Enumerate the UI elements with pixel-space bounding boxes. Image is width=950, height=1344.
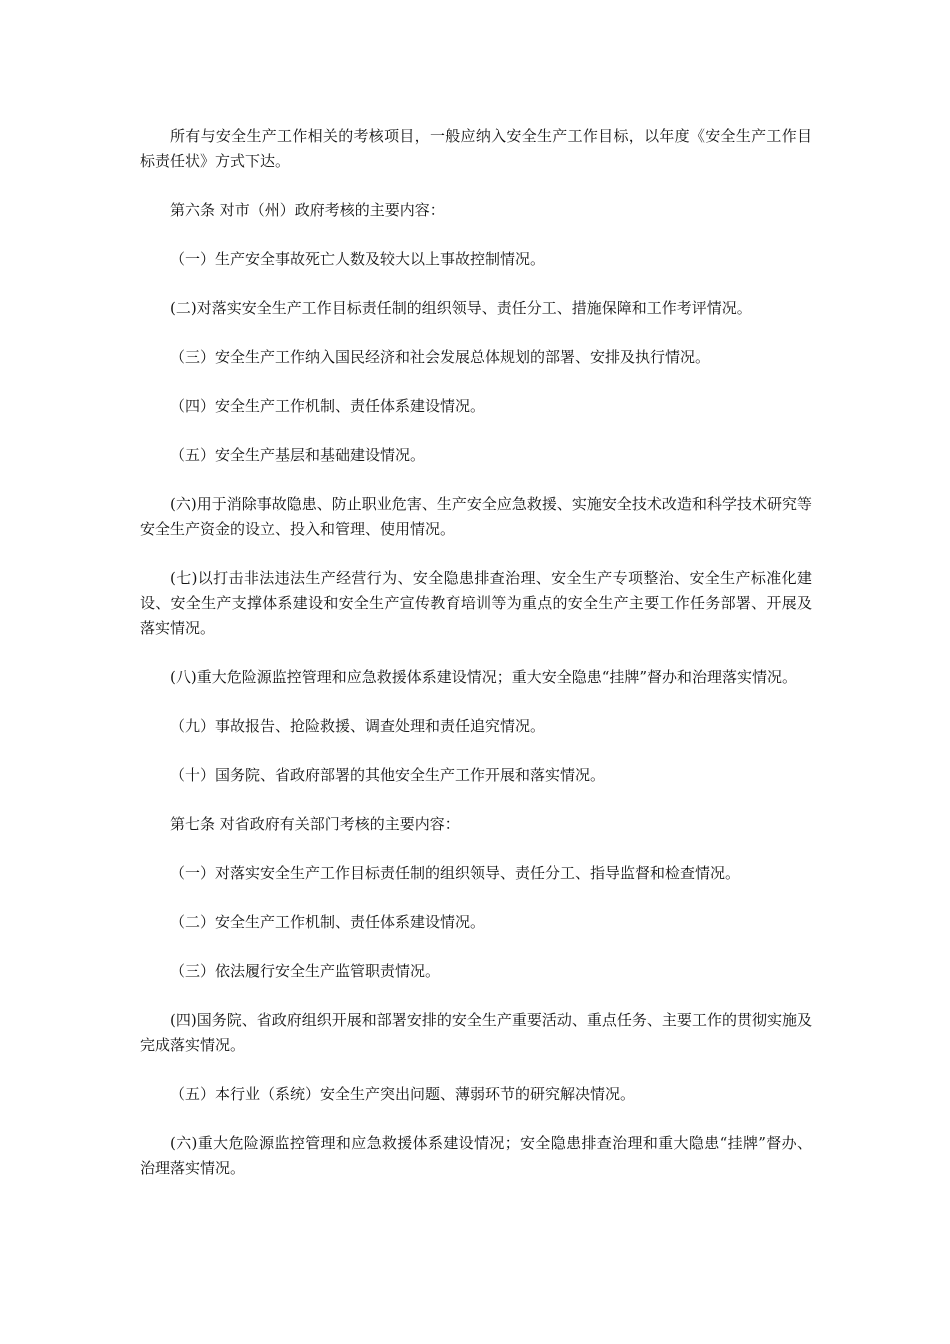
- article-7-item-6: (六)重大危险源监控管理和应急救援体系建设情况；安全隐患排查治理和重大隐患“挂牌”督办、治理落实情况。: [140, 1134, 812, 1177]
- article-6-item-10: （十）国务院、省政府部署的其他安全生产工作开展和落实情况。: [170, 766, 606, 784]
- article-7-item-4: (四)国务院、省政府组织开展和部署安排的安全生产重要活动、重点任务、主要工作的贯彻实施及完成落实情况。: [140, 1011, 812, 1054]
- article-6-heading: 第六条 对市（州）政府考核的主要内容：: [170, 201, 445, 219]
- article-7-item-1: （一）对落实安全生产工作目标责任制的组织领导、责任分工、指导监督和检查情况。: [170, 864, 741, 882]
- article-7-item-5: （五）本行业（系统）安全生产突出问题、薄弱环节的研究解决情况。: [170, 1085, 636, 1103]
- article-6-item-1: （一）生产安全事故死亡人数及较大以上事故控制情况。: [170, 250, 546, 268]
- article-6-item-2: (二)对落实安全生产工作目标责任制的组织领导、责任分工、措施保障和工作考评情况。: [170, 299, 752, 317]
- article-6-item-8: (八)重大危险源监控管理和应急救援体系建设情况；重大安全隐患“挂牌”督办和治理落实情况。: [170, 668, 798, 686]
- article-7-item-3: （三）依法履行安全生产监管职责情况。: [170, 962, 441, 980]
- article-6-item-7: (七)以打击非法违法生产经营行为、安全隐患排查治理、安全生产专项整治、安全生产标准化建设、安全生产支撑体系建设和安全生产宣传教育培训等为重点的安全生产主要工作任务部署、开展及落实情况。: [140, 569, 812, 637]
- paragraph-target-intro: 所有与安全生产工作相关的考核项目，一般应纳入安全生产工作目标，以年度《安全生产工作目标责任状》方式下达。: [140, 127, 812, 170]
- article-7-item-2: （二）安全生产工作机制、责任体系建设情况。: [170, 913, 486, 931]
- article-6-item-4: （四）安全生产工作机制、责任体系建设情况。: [170, 397, 486, 415]
- article-6-item-5: （五）安全生产基层和基础建设情况。: [170, 446, 426, 464]
- article-6-item-3: （三）安全生产工作纳入国民经济和社会发展总体规划的部署、安排及执行情况。: [170, 348, 711, 366]
- article-6-item-9: （九）事故报告、抢险救援、调查处理和责任追究情况。: [170, 717, 546, 735]
- document-body: [140, 124, 812, 1205]
- article-7-heading: 第七条 对省政府有关部门考核的主要内容：: [170, 815, 460, 833]
- article-6-item-6: (六)用于消除事故隐患、防止职业危害、生产安全应急救援、实施安全技术改造和科学技术研究等安全生产资金的设立、投入和管理、使用情况。: [140, 495, 812, 538]
